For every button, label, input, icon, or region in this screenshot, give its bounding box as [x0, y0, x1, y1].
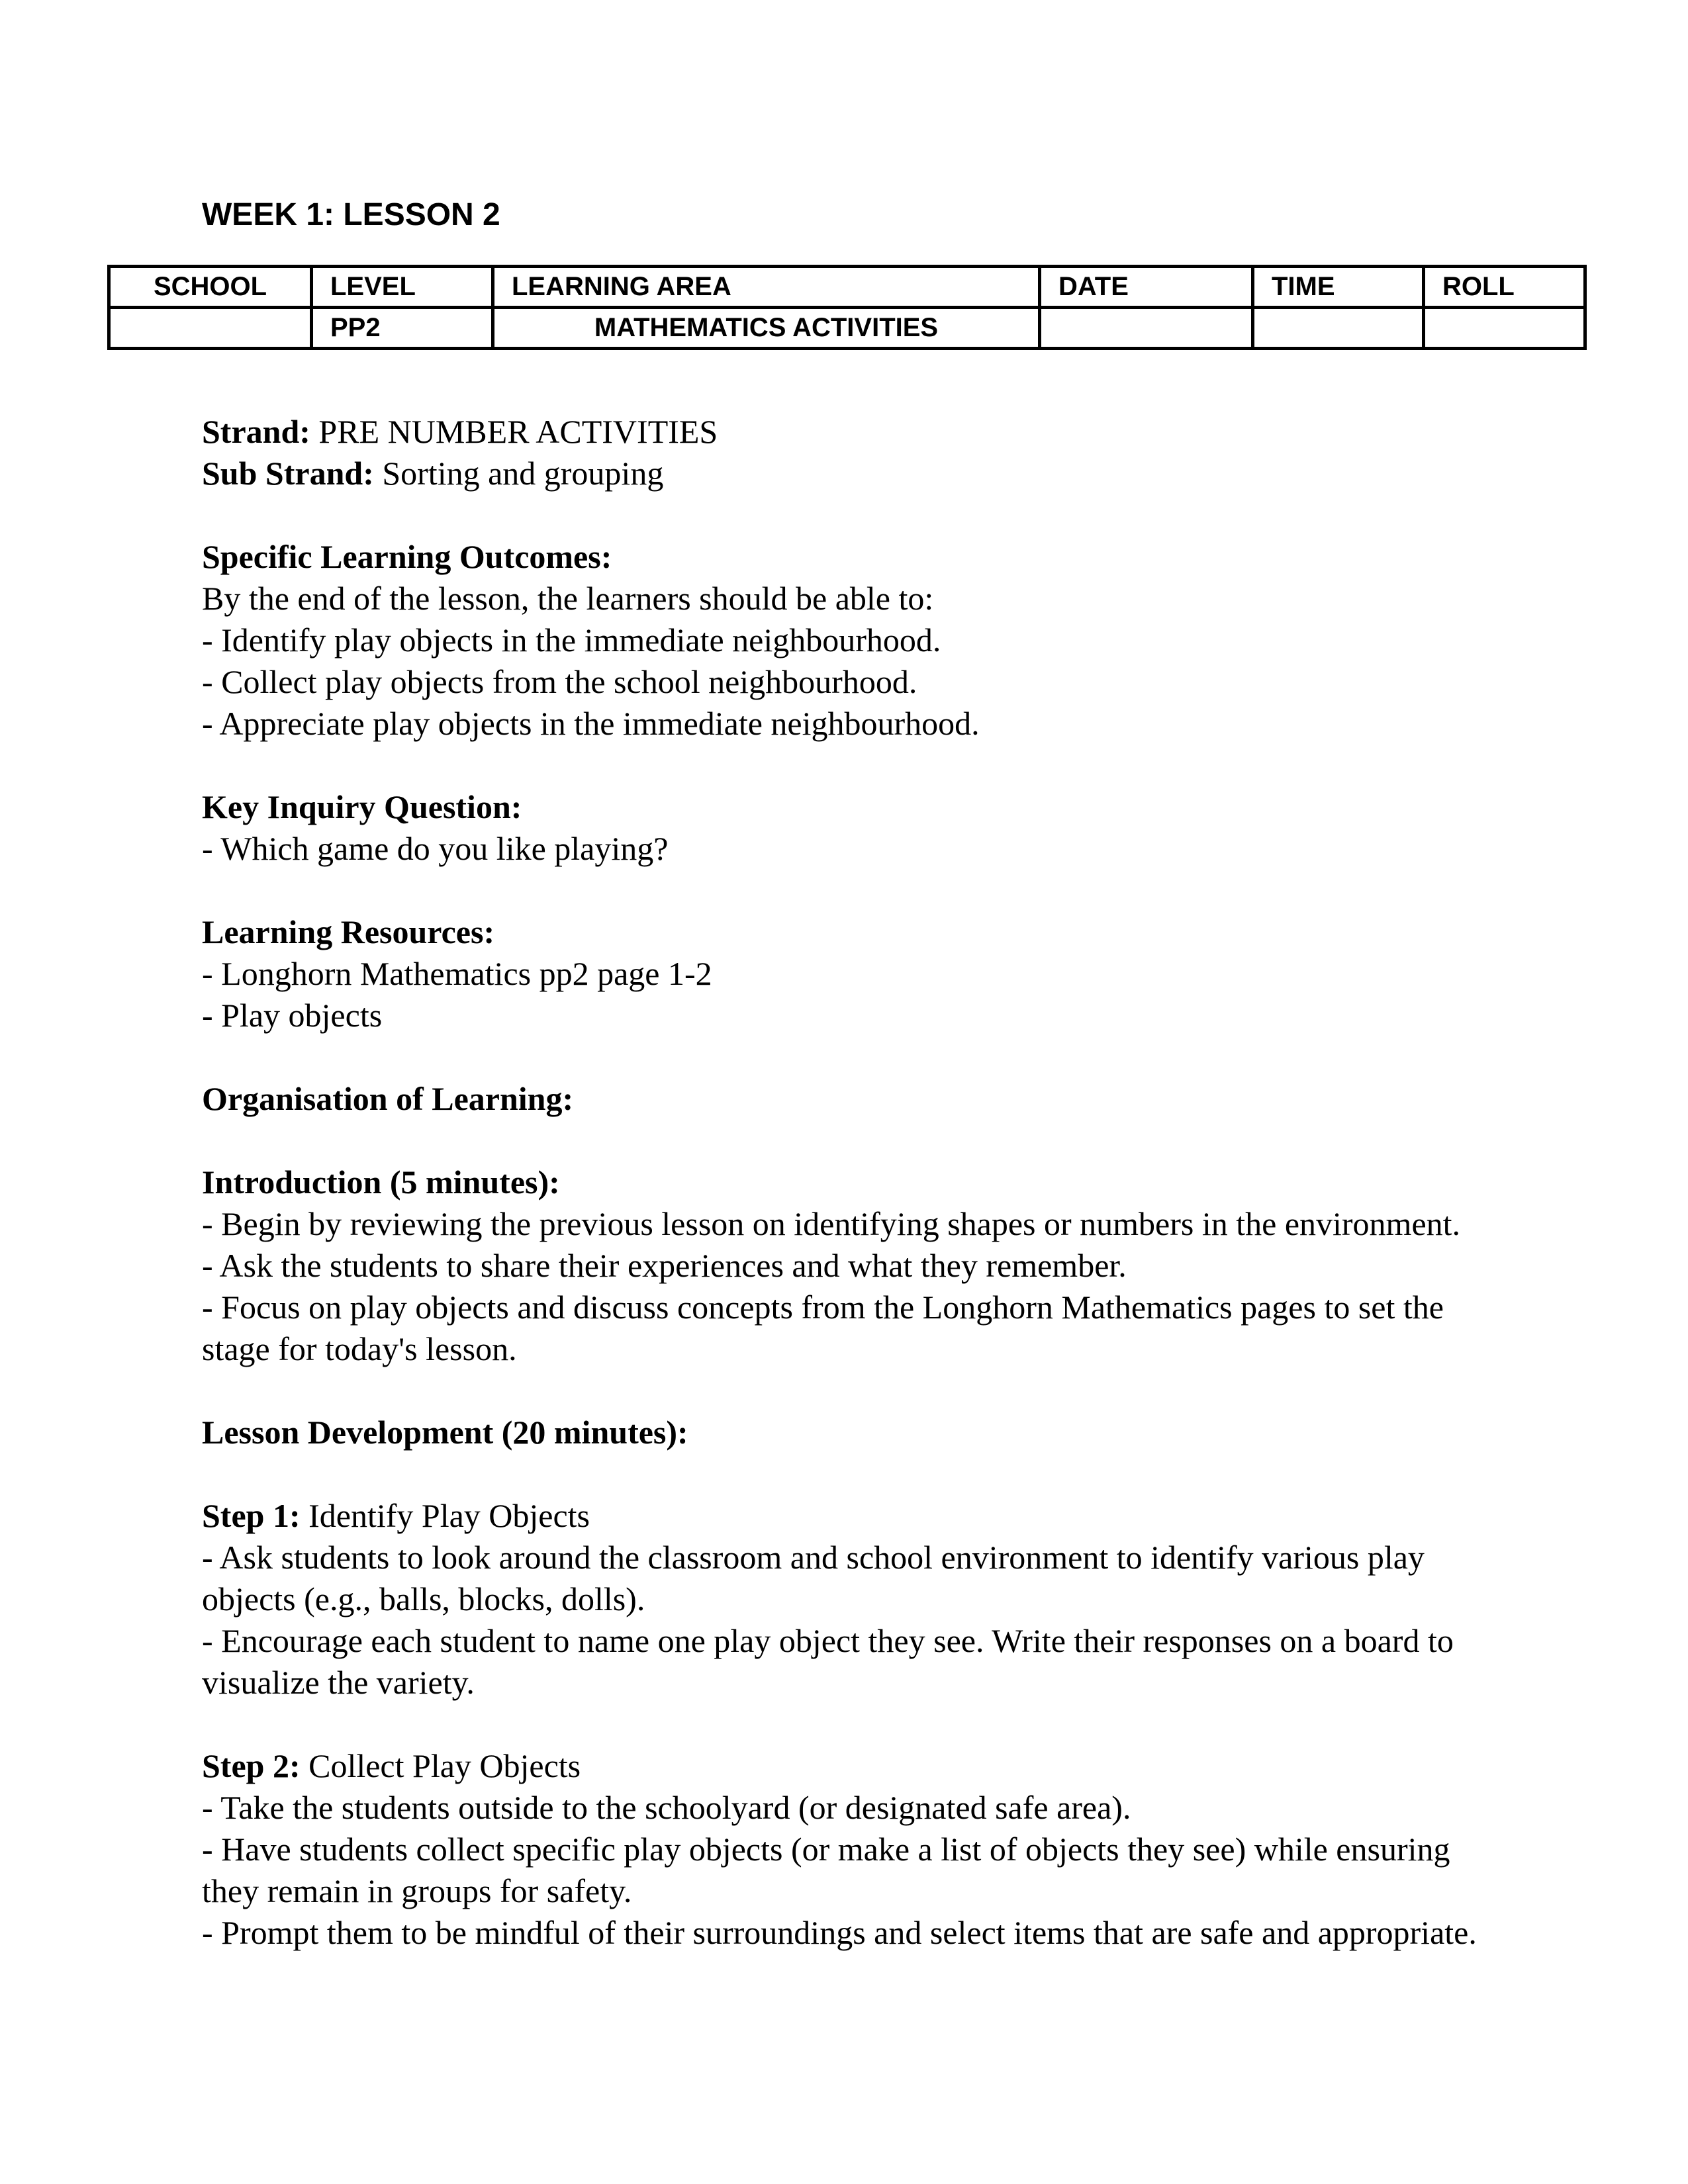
outcomes-block [202, 536, 1513, 745]
cell-school [109, 308, 312, 349]
sub-strand-line [202, 453, 1513, 494]
step2-item-2: - Have students collect specific play objects (or make a list of objects they see) while ensuring they remain in groups for safety. [202, 1831, 1450, 1909]
lesson-info-table [107, 265, 1587, 350]
step2-block [202, 1745, 1513, 1954]
strand-label: Strand: [202, 413, 310, 450]
lesson-development-block [202, 1412, 1513, 1453]
organisation-block [202, 1078, 1513, 1120]
introduction-item-1: - Begin by reviewing the previous lesson on identifying shapes or numbers in the environment. [202, 1205, 1461, 1242]
cell-learning-area: MATHEMATICS ACTIVITIES [493, 308, 1040, 349]
step1-item-1: - Ask students to look around the classroom and school environment to identify various play objects (e.g., balls, blocks, dolls). [202, 1539, 1425, 1617]
cell-level: PP2 [312, 308, 493, 349]
sub-strand-value: Sorting and grouping [382, 455, 664, 492]
key-inquiry-item-1: - Which game do you like playing? [202, 830, 669, 867]
outcome-item-1: - Identify play objects in the immediate neighbourhood. [202, 621, 941, 659]
resources-heading: Learning Resources: [202, 913, 495, 950]
introduction-heading: Introduction (5 minutes): [202, 1163, 560, 1201]
resource-item-1: - Longhorn Mathematics pp2 page 1-2 [202, 955, 712, 992]
info-table-value-row [109, 308, 1585, 349]
outcome-item-2: - Collect play objects from the school neighbourhood. [202, 663, 917, 700]
outcomes-intro: By the end of the lesson, the learners should be able to: [202, 580, 934, 617]
col-header-date: DATE [1040, 267, 1253, 308]
organisation-heading: Organisation of Learning: [202, 1080, 574, 1117]
cell-roll [1424, 308, 1585, 349]
strand-line [202, 411, 1513, 453]
info-table-header-row [109, 267, 1585, 308]
outcome-item-3: - Appreciate play objects in the immediate neighbourhood. [202, 705, 980, 742]
introduction-item-2: - Ask the students to share their experiences and what they remember. [202, 1247, 1127, 1284]
col-header-roll: ROLL [1424, 267, 1585, 308]
step1-item-2: - Encourage each student to name one play object they see. Write their responses on a board to visualize the variety. [202, 1622, 1454, 1701]
col-header-time: TIME [1253, 267, 1424, 308]
cell-time [1253, 308, 1424, 349]
introduction-item-3: - Focus on play objects and discuss concepts from the Longhorn Mathematics pages to set the stage for today's lesson. [202, 1289, 1444, 1367]
col-header-level: LEVEL [312, 267, 493, 308]
resource-item-2: - Play objects [202, 997, 383, 1034]
col-header-school: SCHOOL [109, 267, 312, 308]
lesson-body [202, 411, 1513, 1954]
resources-block [202, 911, 1513, 1036]
step2-item-3: - Prompt them to be mindful of their surroundings and select items that are safe and appropriate. [202, 1914, 1477, 1951]
document-title: WEEK 1: LESSON 2 [202, 197, 500, 232]
strand-value: PRE NUMBER ACTIVITIES [318, 413, 718, 450]
cell-date [1040, 308, 1253, 349]
key-inquiry-heading: Key Inquiry Question: [202, 788, 522, 825]
step2-label: Step 2: [202, 1747, 301, 1784]
key-inquiry-block [202, 786, 1513, 870]
step1-heading [202, 1495, 1513, 1537]
sub-strand-label: Sub Strand: [202, 455, 374, 492]
step2-title: Collect Play Objects [308, 1747, 581, 1784]
strand-block [202, 411, 1513, 494]
step1-label: Step 1: [202, 1497, 301, 1534]
step1-title: Identify Play Objects [308, 1497, 590, 1534]
introduction-block [202, 1161, 1513, 1370]
col-header-learning-area: LEARNING AREA [493, 267, 1040, 308]
lesson-development-heading: Lesson Development (20 minutes): [202, 1414, 688, 1451]
step2-heading [202, 1745, 1513, 1787]
step1-block [202, 1495, 1513, 1704]
outcomes-heading: Specific Learning Outcomes: [202, 538, 612, 575]
step2-item-1: - Take the students outside to the schoolyard (or designated safe area). [202, 1789, 1131, 1826]
